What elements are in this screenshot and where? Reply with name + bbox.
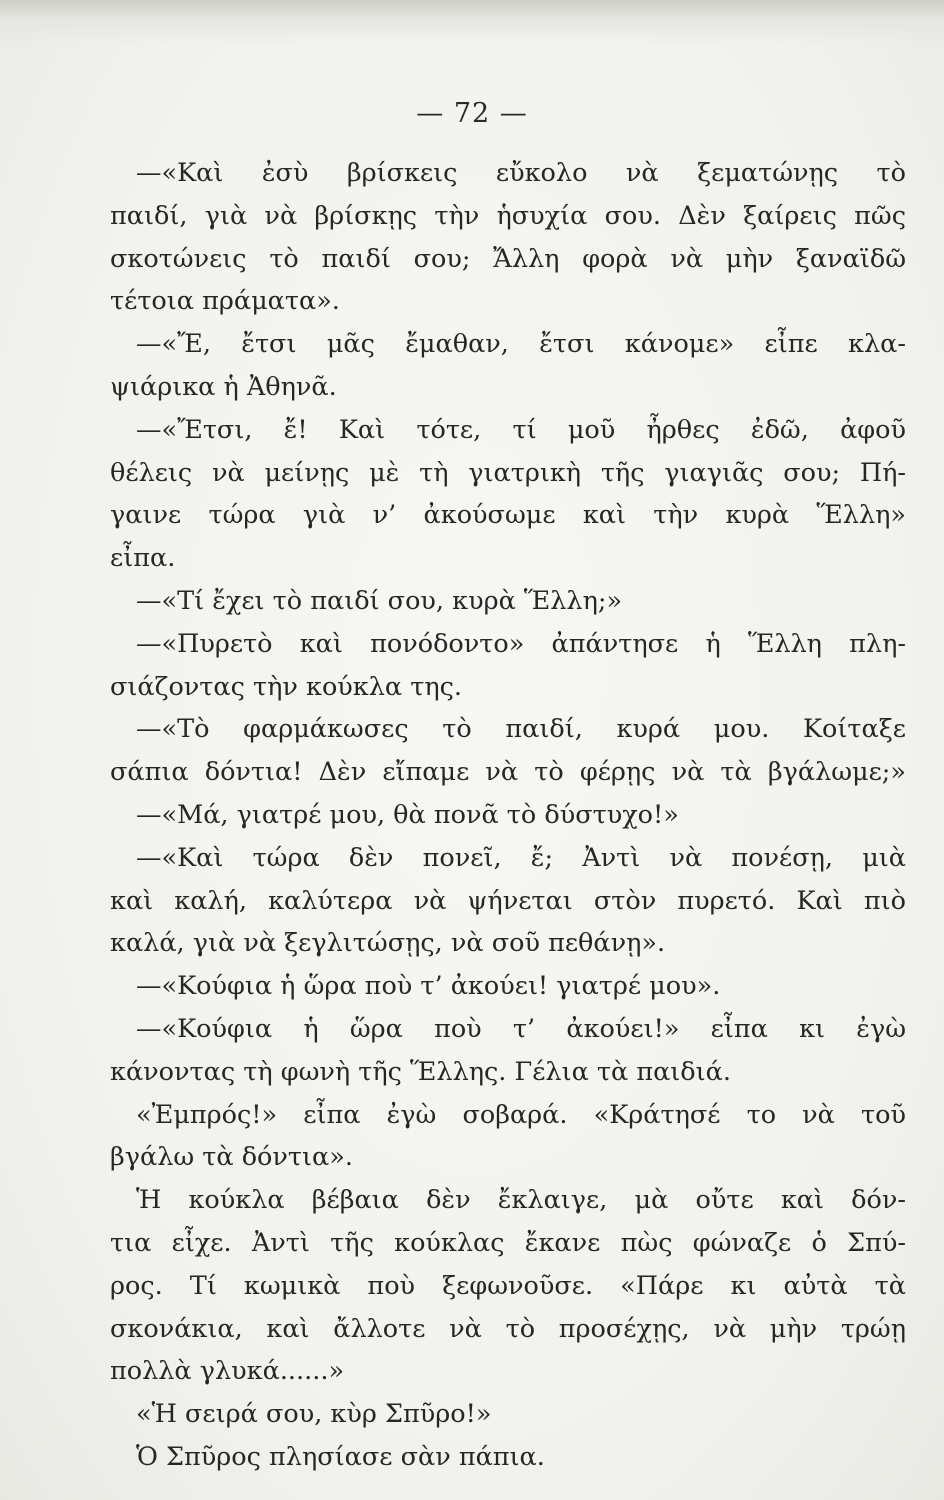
text-line: πολλὰ γλυκά......» <box>110 1356 345 1387</box>
text-line: τια εἶχε. Ἀντὶ τῆς κούκλας ἔκανε πὼς φώναζε ὁ Σπύ- <box>110 1227 906 1258</box>
text-line: —«Κούφια ἡ ὥρα ποὺ τ’ ἀκούει!» εἶπα κι ἐγὼ <box>136 1013 906 1044</box>
text-line: παιδί, γιὰ νὰ βρίσκῃς τὴν ἡσυχία σου. Δὲν ξαίρεις πῶς <box>110 200 906 231</box>
text-line: Ὁ Σπῦρος πλησίασε σὰν πάπια. <box>136 1441 545 1472</box>
text-line: ψιάρικα ἡ Ἀθηνᾶ. <box>110 371 337 402</box>
text-line: «Ἡ σειρά σου, κὺρ Σπῦρο!» <box>136 1399 492 1430</box>
text-line: θέλεις νὰ μείνῃς μὲ τὴ γιατρικὴ τῆς γιαγιᾶς σου; Πή- <box>110 457 906 488</box>
text-line: σκονάκια, καὶ ἄλλοτε νὰ τὸ προσέχῃς, νὰ μὴν τρώῃ <box>110 1313 906 1344</box>
text-line: —«Πυρετὸ καὶ πονόδοντο» ἀπάντησε ἡ Ἕλλη πλη- <box>136 628 906 659</box>
text-line: καὶ καλή, καλύτερα νὰ ψήνεται στὸν πυρετό. Καὶ πιὸ <box>110 885 906 916</box>
text-line: —«Μά, γιατρέ μου, θὰ πονᾶ τὸ δύστυχο!» <box>136 799 679 830</box>
text-line: σκοτώνεις τὸ παιδί σου; Ἄλλη φορὰ νὰ μὴν ξαναϊδῶ <box>110 243 906 274</box>
text-line: —«Καὶ ἐσὺ βρίσκεις εὔκολο νὰ ξεματώνῃς τὸ <box>136 158 906 188</box>
text-line: Ἡ κούκλα βέβαια δὲν ἔκλαιγε, μὰ οὔτε καὶ δόν- <box>136 1185 906 1216</box>
text-line: —«Κούφια ἡ ὥρα ποὺ τ’ ἀκούει! γιατρέ μου». <box>136 971 721 1002</box>
text-line: «Ἐμπρός!» εἶπα ἐγὼ σοβαρά. «Κράτησέ το νὰ τοῦ <box>136 1099 906 1130</box>
text-line: —«Τί ἔχει τὸ παιδί σου, κυρὰ Ἕλλη;» <box>136 585 623 616</box>
text-line: —«Ἔτσι, ἔ! Καὶ τότε, τί μοῦ ἦρθες ἐδῶ, ἀφοῦ <box>136 414 906 445</box>
text-line: βγάλω τὰ δόντια». <box>110 1142 353 1173</box>
page-number: — 72 — <box>416 98 528 129</box>
text-line: κάνοντας τὴ φωνὴ τῆς Ἕλλης. Γέλια τὰ παιδιά. <box>110 1056 731 1087</box>
text-line: εἶπα. <box>110 543 176 574</box>
text-line: σιάζοντας τὴν κούκλα της. <box>110 671 462 702</box>
text-line: —«Ἔ, ἔτσι μᾶς ἔμαθαν, ἔτσι κάνομε» εἶπε κλα- <box>136 329 906 360</box>
text-line: καλά, γιὰ νὰ ξεγλιτώσῃς, νὰ σοῦ πεθάνῃ». <box>110 928 666 959</box>
text-line: σάπια δόντια! Δὲν εἴπαμε νὰ τὸ φέρῃς νὰ τὰ βγάλωμε;» <box>110 757 906 788</box>
text-line: τέτοια πράματα». <box>110 286 340 317</box>
text-line: ρος. Τί κωμικὰ ποὺ ξεφωνοῦσε. «Πάρε κι αὐτὰ τὰ <box>110 1270 906 1301</box>
text-line: —«Τὸ φαρμάκωσες τὸ παιδί, κυρά μου. Κοίταξε <box>136 714 906 745</box>
text-line: —«Καὶ τώρα δὲν πονεῖ, ἔ; Ἀντὶ νὰ πονέσῃ, μιὰ <box>136 842 906 873</box>
body-text <box>110 152 906 1479</box>
text-line: γαινε τώρα γιὰ ν’ ἀκούσωμε καὶ τὴν κυρὰ Ἕλλη» <box>110 500 906 531</box>
page-top-edge-shadow <box>0 0 944 44</box>
